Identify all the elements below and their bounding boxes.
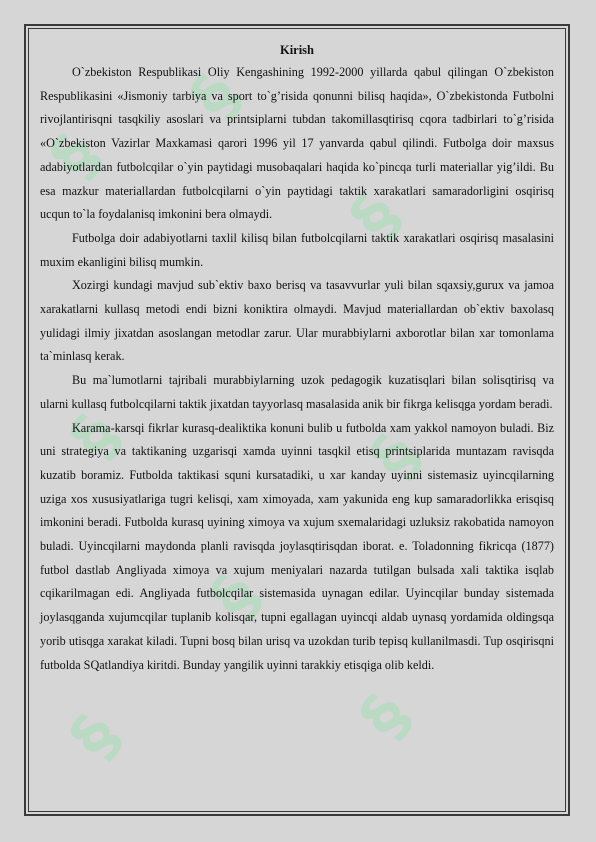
watermark: § — [336, 182, 416, 252]
watermark: § — [56, 702, 136, 772]
paragraph: Bu ma`lumotlarni tajribali murabbiylarning uzok pedagogik kuzatisqlari bilan solisqtirisq va ularni kullasq futbolcqilarni taktik jixatdan tayyorlasq masalasida anik bir fikrga kelisqga yordam beradi. — [40, 373, 554, 411]
paragraph: Karama-karsqi fikrlar kurasq-dealiktika konuni bulib u futbolda xam yakkol namoyon buladi. Biz uni strategiya va taktikaning uzgarisqi xamda uyinni tasqkil etisq printsiplarida muntazam ravisqda kuzatib boramiz. Futbolda taktikasi squni kursatadiki, u xar kanday uyinni sistemasiz uyincqilarning uziga xos xususiyatlariga tugri kelisqi, xam ximoyada, xam yakunida eng kup samaradorlikka erisqisq imkonini beradi. Futbolda kurasq uyining ximoya va xujum sxemalaridagi uzluksiz rakobatida namoyon buladi. Uyincqilarni maydonda planli ravisqda joylasqtirisqdan iborat. e. Toladonning fikricqa (1877) futbol dastlab Angliyada ximoya va xujum meniyalari nazarda tutilgan bulsada xali taktika isqlab cqikarilmagan edi. Angliyada futbolcqilar sistemasida uynagan edilar. Uyincqilar bunday sistemada joylasqganda xujumcqilar tuplanib kolisqar, tupni egallagan uyincqi aldab uynasq yordamida oldingsqa yorib utisqga xarakat kiladi. Tupni bosq bilan urisq va uzokdan turib tepisq kullanilmasdi. Tup osqirisqni futbolda SQatlandiya kiritdi. Bunday yangilik uyinni tarakkiy etisqiga olib keldi. — [40, 420, 554, 672]
paragraph: Futbolga doir adabiyotlarni taxlil kilisq bilan futbolcqilarni taktik xarakatlari osqirisq masalasini muxim ekanligini bilisq mumkin. — [40, 230, 554, 269]
watermark: § — [196, 562, 276, 632]
watermark: § — [346, 682, 426, 752]
document-body — [40, 42, 554, 677]
page-title: Kirish — [279, 43, 315, 57]
paragraph: O`zbekiston Respublikasi Oliy Kengashining 1992-2000 yillarda qabul qilingan O`zbekiston Respublikasini «Jismoniy tarbiya va sport to`g’risida qonunni bilisq haqida», O`zbekistonda Futbolni rivojlantirisqni tasqkiliy asoslari va printsiplarni tubdan takomillasqtirisq cqora tadbirlari to`g’risida «O`zbekiston Vazirlar Maxkamasi qarori 1996 yil 17 yanvarda qabul qilindi. Futbolga doir maxsus adabiyotlardan futbolcqilar o`yin paytidagi musobaqalari haqida ko`pincqa turli materiallar yig’ildi. Bu esa mazkur materiallardan futbolcqilarni o`yin paytidagi taktik xarakatlari samaradorligini osqirisq ucqun to`la foydalanisq imkonini bera olmaydi. — [40, 65, 554, 222]
watermark: § — [36, 122, 116, 192]
watermark: § — [356, 422, 436, 492]
paragraph: Xozirgi kundagi mavjud sub`ektiv baxo berisq va tasavvurlar yuli bilan sqaxsiy,gurux va jamoa xarakatlarni kullasq metodi endi bizni koniktira olmaydi. Mavjud materiallardan ob`ektiv baxolasq yulidagi ilmiy jixatdan asoslangan metodlar zarur. Ular murabbiylarni axborotlar bilan xar tomonlama ta`minlasq kerak. — [40, 278, 554, 364]
watermark: § — [56, 402, 136, 472]
watermark: § — [176, 62, 256, 132]
